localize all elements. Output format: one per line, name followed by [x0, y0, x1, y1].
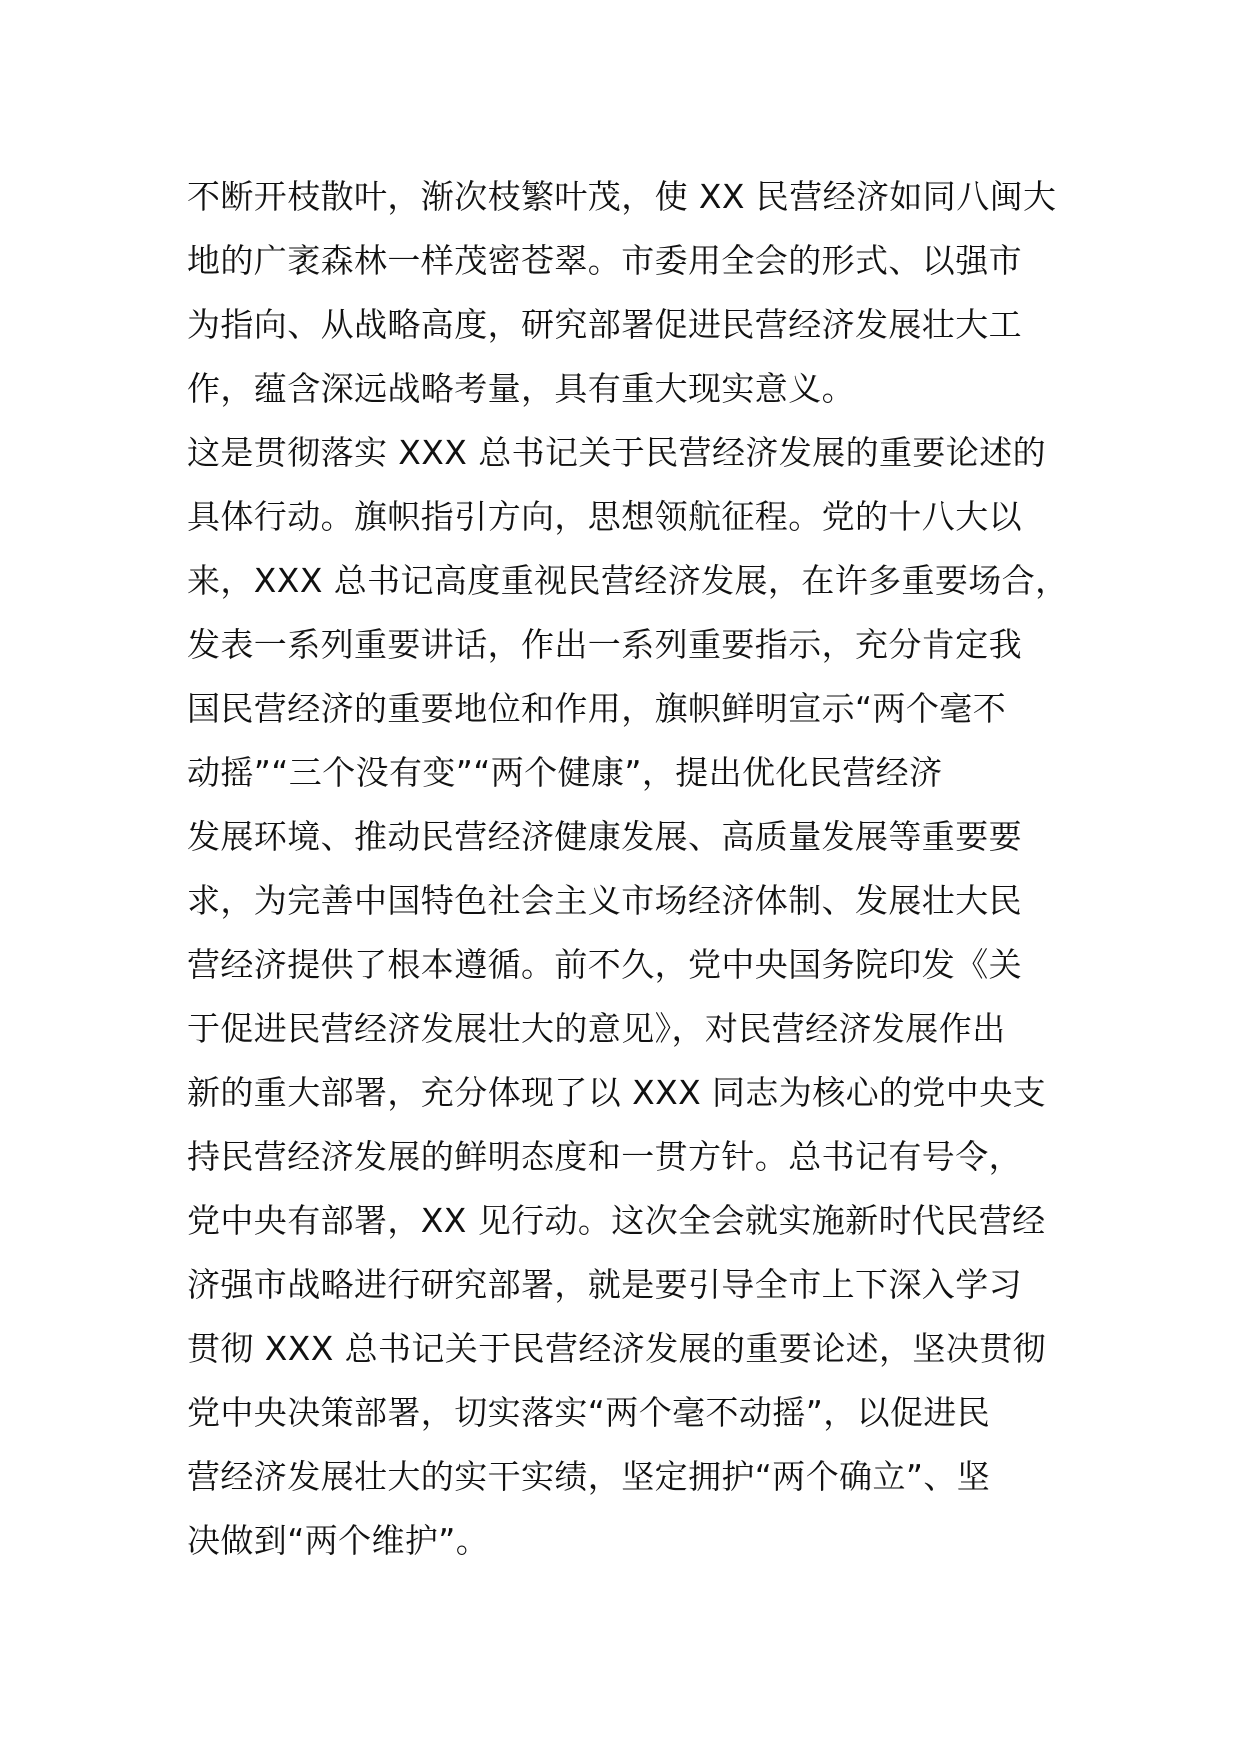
- text-line: 具体行动。旗帜指引方向，思想领航征程。党的十八大以: [187, 497, 1022, 536]
- text-line: 济强市战略进行研究部署，就是要引导全市上下深入学习: [187, 1265, 1022, 1304]
- text-line: 新的重大部署，充分体现了以 XXX 同志为核心的党中央支: [187, 1073, 1047, 1112]
- text-line: 于促进民营经济发展壮大的意见》，对民营经济发展作出: [187, 1009, 1006, 1048]
- text-line: 这是贯彻落实 XXX 总书记关于民营经济发展的重要论述的: [187, 433, 1047, 472]
- text-line: 来，XXX 总书记高度重视民营经济发展，在许多重要场合，: [187, 561, 1069, 600]
- text-line: 决做到“两个维护”。: [187, 1521, 490, 1560]
- text-line: 地的广袤森林一样茂密苍翠。市委用全会的形式、以强市: [187, 241, 1022, 280]
- text-line: 求，为完善中国特色社会主义市场经济体制、发展壮大民: [187, 881, 1022, 920]
- text-line: 党中央决策部署，切实落实“两个毫不动摇”，以促进民: [187, 1393, 991, 1432]
- text-line: 发展环境、推动民营经济健康发展、高质量发展等重要要: [187, 817, 1022, 856]
- text-line: 党中央有部署，XX 见行动。这次全会就实施新时代民营经: [187, 1201, 1046, 1240]
- text-line: 作，蕴含深远战略考量，具有重大现实意义。: [187, 369, 855, 408]
- text-line: 营经济发展壮大的实干实绩，坚定拥护“两个确立”、坚: [187, 1457, 991, 1496]
- text-line: 国民营经济的重要地位和作用，旗帜鲜明宣示“两个毫不: [187, 689, 1007, 728]
- text-line: 持民营经济发展的鲜明态度和一贯方针。总书记有号令，: [187, 1137, 1022, 1176]
- text-line: 营经济提供了根本遵循。前不久，党中央国务院印发《关: [187, 945, 1022, 984]
- body-text: [187, 165, 1069, 1573]
- text-line: 发表一系列重要讲话，作出一系列重要指示，充分肯定我: [187, 625, 1022, 664]
- text-line: 动摇”“三个没有变”“两个健康”，提出优化民营经济: [187, 753, 943, 792]
- text-line: 贯彻 XXX 总书记关于民营经济发展的重要论述，坚决贯彻: [187, 1329, 1047, 1368]
- text-line: 为指向、从战略高度，研究部署促进民营经济发展壮大工: [187, 305, 1022, 344]
- text-line: 不断开枝散叶，渐次枝繁叶茂，使 XX 民营经济如同八闽大: [187, 177, 1057, 216]
